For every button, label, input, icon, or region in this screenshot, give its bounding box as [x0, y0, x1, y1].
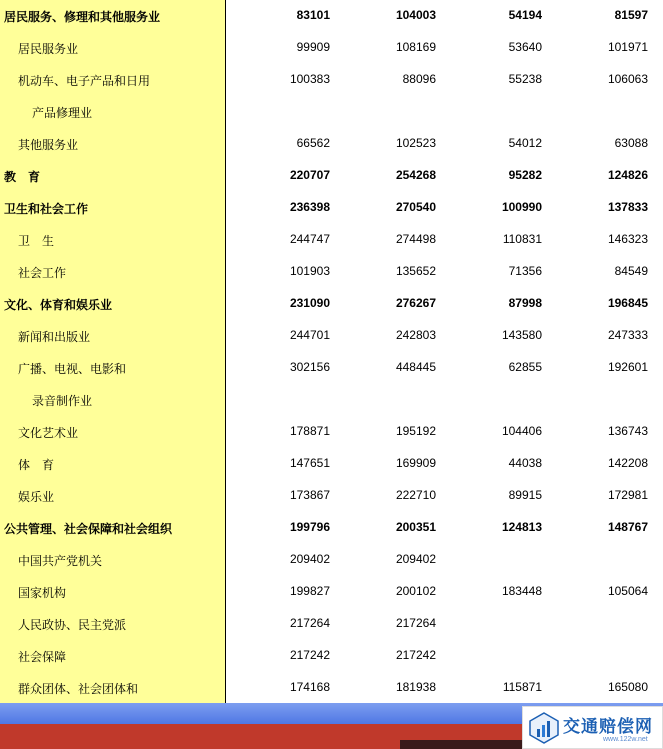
row-value-col-1: 217264: [289, 616, 330, 630]
row-value-col-4: 105064: [607, 584, 648, 598]
row-value-col-4: 165080: [607, 680, 648, 694]
row-value-col-1: 174168: [289, 680, 330, 694]
row-value-col-4: 192601: [607, 360, 648, 374]
row-value-col-2: 169909: [395, 456, 436, 470]
row-value-col-1: 178871: [289, 424, 330, 438]
table-row: [0, 544, 663, 576]
table-row: [0, 608, 663, 640]
bottom-dark-strip: [400, 740, 540, 749]
table-row: [0, 128, 663, 160]
row-value-col-2: 217264: [395, 616, 436, 630]
row-label: 录音制作业: [32, 394, 93, 408]
row-value-col-2: 200102: [395, 584, 436, 598]
table-row: [0, 640, 663, 672]
row-value-col-1: 217242: [289, 648, 330, 662]
row-value-col-3: 89915: [508, 488, 542, 502]
row-value-col-2: 254268: [395, 168, 436, 182]
row-value-col-4: 146323: [607, 232, 648, 246]
row-label: 新闻和出版业: [18, 330, 91, 344]
row-value-col-3: 110831: [502, 232, 542, 246]
row-label: 广播、电视、电影和: [18, 362, 127, 376]
table-row: [0, 352, 663, 384]
row-label: 卫生和社会工作: [4, 202, 89, 216]
watermark-title: 交通赔偿网: [563, 717, 653, 737]
row-value-col-3: 143580: [501, 328, 542, 342]
row-value-col-4: 247333: [607, 328, 648, 342]
row-value-col-1: 302156: [289, 360, 330, 374]
row-value-col-1: 244747: [289, 232, 330, 246]
row-value-col-2: 217242: [395, 648, 436, 662]
row-value-col-1: 173867: [289, 488, 330, 502]
row-label: 居民服务、修理和其他服务业: [4, 10, 161, 24]
row-value-col-4: 84549: [614, 264, 648, 278]
row-value-col-1: 66562: [296, 136, 330, 150]
row-label: 文化艺术业: [18, 426, 79, 440]
row-value-col-1: 199827: [289, 584, 330, 598]
row-value-col-1: 231090: [289, 296, 330, 310]
row-value-col-1: 209402: [289, 552, 330, 566]
row-label: 人民政协、民主党派: [18, 618, 127, 632]
site-watermark: [522, 706, 663, 749]
table-row: [0, 0, 663, 32]
table-row: [0, 480, 663, 512]
row-value-col-3: 54012: [508, 136, 542, 150]
row-value-col-4: 136743: [607, 424, 648, 438]
table-row: [0, 288, 663, 320]
row-value-col-4: 172981: [607, 488, 648, 502]
row-value-col-2: 88096: [402, 72, 436, 86]
table-row: [0, 448, 663, 480]
row-value-col-2: 181938: [395, 680, 436, 694]
table-row: [0, 384, 663, 416]
table-row: [0, 32, 663, 64]
row-label: 国家机构: [18, 586, 67, 600]
row-value-col-3: 183448: [501, 584, 542, 598]
row-value-col-1: 83101: [296, 8, 330, 22]
row-value-col-3: 115871: [502, 680, 542, 694]
row-label: 产品修理业: [32, 106, 93, 120]
row-value-col-3: 87998: [508, 296, 542, 310]
table-row: [0, 96, 663, 128]
row-value-col-4: 148767: [607, 520, 648, 534]
row-label: 机动车、电子产品和日用: [18, 74, 151, 88]
row-value-col-2: 270540: [395, 200, 436, 214]
watermark-url: www.122w.net: [603, 736, 648, 743]
row-label: 社会工作: [18, 266, 67, 280]
row-value-col-3: 62855: [508, 360, 542, 374]
row-label: 中国共产党机关: [18, 554, 103, 568]
row-value-col-4: 142208: [607, 456, 648, 470]
row-value-col-4: 106063: [607, 72, 648, 86]
row-label: 群众团体、社会团体和: [18, 682, 139, 696]
row-value-col-4: 101971: [607, 40, 648, 54]
table-row: [0, 224, 663, 256]
row-value-col-1: 236398: [289, 200, 330, 214]
table-row: [0, 256, 663, 288]
table-row: [0, 576, 663, 608]
row-value-col-1: 147651: [289, 456, 330, 470]
row-label: 教 育: [4, 170, 41, 184]
table-row: [0, 672, 663, 704]
table-row: [0, 192, 663, 224]
row-value-col-2: 135652: [395, 264, 436, 278]
row-value-col-3: 55238: [508, 72, 542, 86]
row-value-col-1: 101903: [289, 264, 330, 278]
row-value-col-3: 71356: [508, 264, 542, 278]
table-row: [0, 416, 663, 448]
row-value-col-3: 44038: [508, 456, 542, 470]
row-value-col-3: 100990: [501, 200, 542, 214]
row-value-col-4: 137833: [607, 200, 648, 214]
row-label: 娱乐业: [18, 490, 55, 504]
row-value-col-2: 242803: [395, 328, 436, 342]
bar-chart-logo-icon: [529, 712, 559, 744]
row-label: 其他服务业: [18, 138, 79, 152]
row-value-col-3: 124813: [501, 520, 542, 534]
row-value-col-4: 81597: [614, 8, 648, 22]
row-value-col-2: 108169: [395, 40, 436, 54]
row-value-col-1: 99909: [296, 40, 330, 54]
row-value-col-1: 100383: [289, 72, 330, 86]
row-value-col-2: 222710: [395, 488, 436, 502]
row-label: 居民服务业: [18, 42, 79, 56]
row-value-col-4: 63088: [614, 136, 648, 150]
row-value-col-4: 196845: [607, 296, 648, 310]
row-label: 体 育: [18, 458, 55, 472]
row-value-col-3: 95282: [508, 168, 542, 182]
row-label: 公共管理、社会保障和社会组织: [4, 522, 173, 536]
row-value-col-2: 195192: [395, 424, 436, 438]
table-row: [0, 320, 663, 352]
row-value-col-3: 53640: [508, 40, 542, 54]
row-value-col-1: 220707: [289, 168, 330, 182]
row-value-col-3: 54194: [508, 8, 542, 22]
row-label: 文化、体育和娱乐业: [4, 298, 113, 312]
row-value-col-1: 199796: [289, 520, 330, 534]
row-value-col-2: 274498: [395, 232, 436, 246]
row-value-col-2: 200351: [395, 520, 436, 534]
row-label: 卫 生: [18, 234, 55, 248]
row-value-col-2: 448445: [395, 360, 436, 374]
table-row: [0, 64, 663, 96]
row-value-col-2: 104003: [395, 8, 436, 22]
row-label: 社会保障: [18, 650, 67, 664]
row-value-col-2: 102523: [395, 136, 436, 150]
table-row: [0, 512, 663, 544]
row-value-col-1: 244701: [289, 328, 330, 342]
row-value-col-4: 124826: [607, 168, 648, 182]
row-value-col-2: 209402: [395, 552, 436, 566]
row-value-col-2: 276267: [395, 296, 436, 310]
row-value-col-3: 104406: [501, 424, 542, 438]
table-row: [0, 160, 663, 192]
